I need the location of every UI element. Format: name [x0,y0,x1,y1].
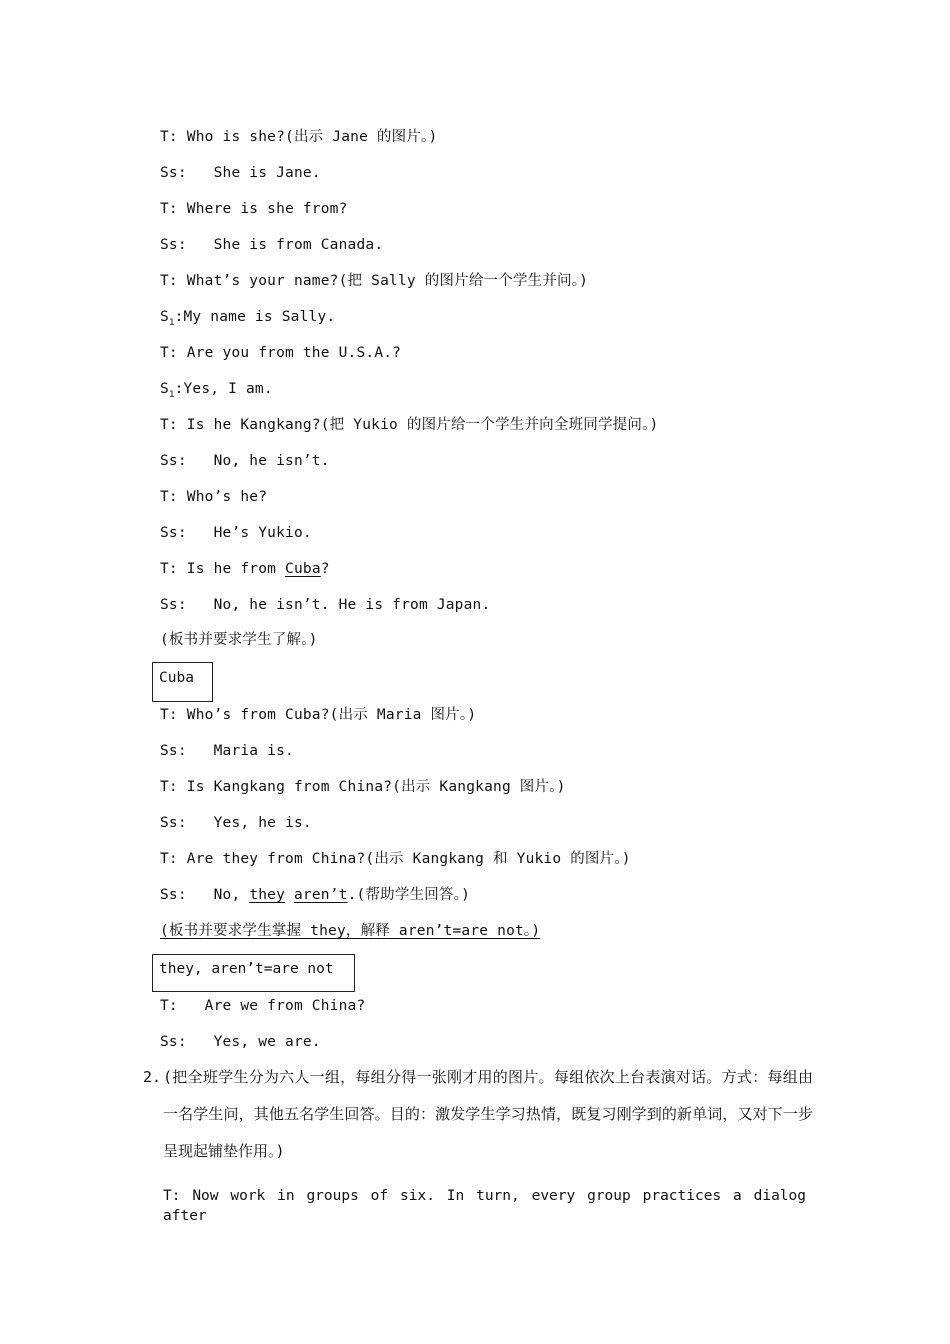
dialog-line-they: Ss: No, they aren’t.(帮助学生回答。) [160,887,471,903]
dialog-line: T: Are they from China?(出示 Kangkang 和 Yukio 的图片。) [160,851,631,867]
item-number: 2. [143,1068,162,1086]
dialog-line: T: Who is she?(出示 Jane 的图片。) [160,129,438,145]
dialog-line: T: Are you from the U.S.A.? [160,345,402,361]
item-2-paragraph [143,1059,813,1170]
item-2-text: (把全班学生分为六人一组，每组分得一张刚才用的图片。每组依次上台表演对话。方式：每组由一名学生问，其他五名学生回答。目的：激发学生学习热情，既复习刚学到的新单词，又对下一步呈现起铺垫作用。) [163,1068,813,1160]
dialog-line: Ss: Yes, he is. [160,815,312,831]
dialog-line: Ss: No, he isn’t. He is from Japan. [160,597,491,613]
dialog-line: Ss: He’s Yukio. [160,525,312,541]
dialog-line: T: What’s your name?(把 Sally 的图片给一个学生并问。) [160,273,589,289]
dialog-line: Ss: She is from Canada. [160,237,384,253]
underlined-word: aren’t [293,887,348,903]
dialog-line: T: Now work in groups of six. In turn, every group practices a dialog after [163,1188,806,1224]
dialog-line: T: Who’s from Cuba?(出示 Maria 图片。) [160,707,477,723]
dialog-line: Ss: She is Jane. [160,165,321,181]
underlined-word: Cuba [285,561,321,577]
underlined-word: they [249,887,286,903]
board-box-they: they, aren’t=are not [152,954,355,992]
board-box-cuba: Cuba [152,662,213,702]
dialog-line-s1-yes: $S_1:Yes$, I am. [160,381,273,400]
dialog-line: Ss: Maria is. [160,743,294,759]
dialog-line-s1-name: $S_1:My$ name is Sally. [160,309,336,328]
dialog-line: Ss: Yes, we are. [160,1034,321,1050]
dialog-line: Ss: No, he isn’t. [160,453,330,469]
dialog-line: T: Is he Kangkang?(把 Yukio 的图片给一个学生并向全班同学提问。) [160,417,659,433]
board-note: (板书并要求学生掌握 they，解释 aren’t=are not。) [160,923,541,939]
dialog-line: T: Where is she from? [160,201,348,217]
dialog-line: T: Are we from China? [160,998,366,1014]
board-instruction: (板书并要求学生了解。) [160,632,318,648]
dialog-line: T: Is Kangkang from China?(出示 Kangkang 图片。) [160,779,566,795]
dialog-line: T: Who’s he? [160,489,268,505]
dialog-line-cuba: T: Is he from Cuba? [160,561,330,577]
